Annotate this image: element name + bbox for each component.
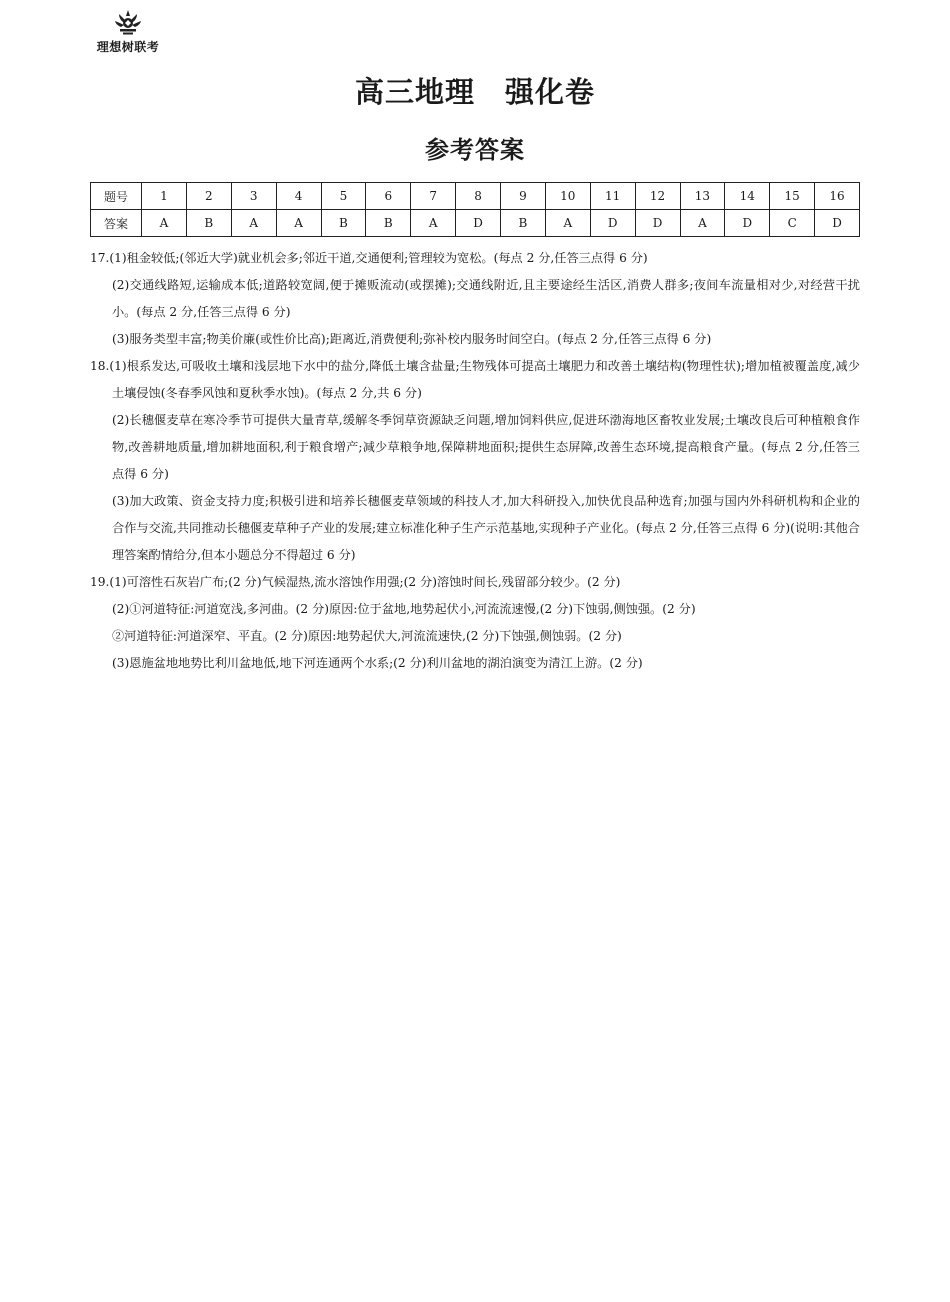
question-number: 11 [590, 183, 635, 210]
page-title [0, 70, 950, 111]
answer-table [90, 182, 860, 237]
answer-cell: A [142, 210, 187, 237]
answer-cell: A [411, 210, 456, 237]
q19-part1: 19.(1)可溶性石灰岩广布;(2 分)气候湿热,流水溶蚀作用强;(2 分)溶蚀时间长,残留部分较少。(2 分) [90, 575, 621, 589]
row-label-answer: 答案 [91, 210, 142, 237]
answer-explanations [90, 245, 860, 677]
answer-cell: D [590, 210, 635, 237]
answer-cell: B [186, 210, 231, 237]
logo [88, 8, 168, 55]
answer-cell: C [770, 210, 815, 237]
question-number: 7 [411, 183, 456, 210]
question-number: 5 [321, 183, 366, 210]
question-number-row [91, 183, 860, 210]
answer-cell: D [815, 210, 860, 237]
q19-part3: (3)恩施盆地地势比利川盆地低,地下河连通两个水系;(2 分)利川盆地的湖泊演变为清江上游。(2 分) [112, 656, 643, 670]
question-number: 4 [276, 183, 321, 210]
answer-cell: A [680, 210, 725, 237]
question-number: 2 [186, 183, 231, 210]
q18-part3: (3)加大政策、资金支持力度;积极引进和培养长穗偃麦草领域的科技人才,加大科研投入,加快优良品种选育;加强与国内外科研机构和企业的合作与交流,共同推动长穗偃麦草种子产业的发展;建立标准化种子生产示范基地,实现种子产业化。(每点 2 分,任答三点得 6 分)(说明:其他合理答案酌情给分,但本小题总分不得超过 6 分) [112, 494, 860, 562]
question-number: 6 [366, 183, 411, 210]
question-number: 12 [635, 183, 680, 210]
page-title-type: 强化卷 [505, 75, 596, 109]
answer-cell: B [366, 210, 411, 237]
page-subtitle: 参考答案 [425, 136, 525, 164]
answer-cell: A [545, 210, 590, 237]
answer-cell: A [276, 210, 321, 237]
question-number: 9 [501, 183, 546, 210]
question-number: 13 [680, 183, 725, 210]
question-number: 8 [456, 183, 501, 210]
question-number: 1 [142, 183, 187, 210]
question-number: 3 [231, 183, 276, 210]
answer-cell: B [321, 210, 366, 237]
answer-cell: A [231, 210, 276, 237]
question-number: 10 [545, 183, 590, 210]
page-title-subject: 高三地理 [354, 75, 475, 109]
answer-cell: D [456, 210, 501, 237]
q19-part2b: ②河道特征:河道深窄、平直。(2 分)原因:地势起伏大,河流流速快,(2 分)下蚀强,侧蚀弱。(2 分) [112, 629, 622, 643]
answer-cell: D [725, 210, 770, 237]
q17-part2: (2)交通线路短,运输成本低;道路较宽阔,便于摊贩流动(或摆摊);交通线附近,且主要途经生活区,消费人群多;夜间车流量相对少,对经营干扰小。(每点 2 分,任答三点得 6 分) [112, 278, 860, 319]
q18-part2: (2)长穗偃麦草在寒冷季节可提供大量青草,缓解冬季饲草资源缺乏问题,增加饲料供应,促进环渤海地区畜牧业发展;土壤改良后可种植粮食作物,改善耕地质量,增加耕地面积,利于粮食增产;减少草粮争地,保障耕地面积;提供生态屏障,改善生态环境,提高粮食产量。(每点 2 分,任答三点得 6 分) [112, 413, 860, 481]
q18-part1: 18.(1)根系发达,可吸收土壤和浅层地下水中的盐分,降低土壤含盐量;生物残体可提高土壤肥力和改善土壤结构(物理性状);增加植被覆盖度,减少土壤侵蚀(冬春季风蚀和夏秋季水蚀)。(每点 2 分,共 6 分) [90, 359, 860, 400]
answer-cell: D [635, 210, 680, 237]
q19-part2: (2)①河道特征:河道宽浅,多河曲。(2 分)原因:位于盆地,地势起伏小,河流流速慢,(2 分)下蚀弱,侧蚀强。(2 分) [112, 602, 696, 616]
q17-part3: (3)服务类型丰富;物美价廉(或性价比高);距离近,消费便利;弥补校内服务时间空白。(每点 2 分,任答三点得 6 分) [112, 332, 712, 346]
logo-text: 理想树联考 [96, 40, 160, 54]
question-number: 15 [770, 183, 815, 210]
answer-row [91, 210, 860, 237]
question-number: 16 [815, 183, 860, 210]
answer-cell: B [501, 210, 546, 237]
tree-logo-icon [113, 8, 143, 36]
question-number: 14 [725, 183, 770, 210]
row-label-number: 题号 [91, 183, 142, 210]
q17-part1: 17.(1)租金较低;(邻近大学)就业机会多;邻近干道,交通便利;管理较为宽松。(每点 2 分,任答三点得 6 分) [90, 251, 648, 265]
